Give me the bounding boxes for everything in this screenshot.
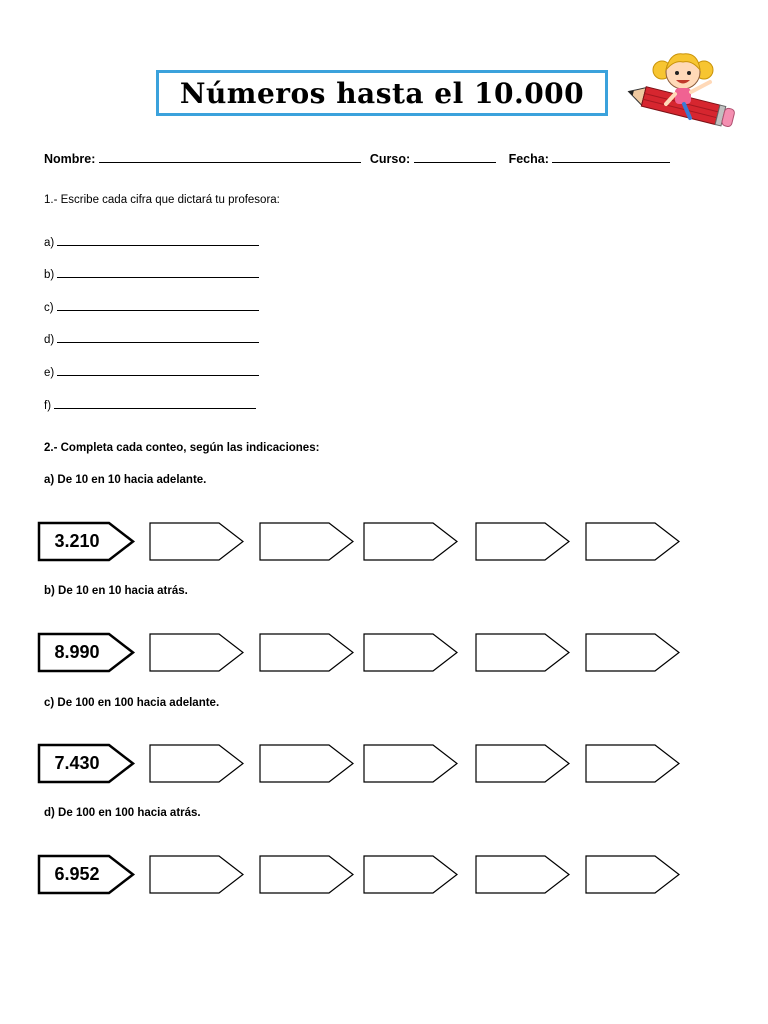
blank-number-tag[interactable] (474, 854, 573, 895)
start-number-tag (37, 743, 137, 784)
blank-number-tag[interactable] (362, 521, 461, 562)
blank-number-tag[interactable] (584, 743, 683, 784)
count-sequence-b (0, 632, 768, 674)
answer-row-e (44, 364, 259, 379)
blank-number-tag[interactable] (474, 743, 573, 784)
start-number-tag (37, 854, 137, 895)
count-sequence-d (0, 854, 768, 896)
instruction-b: b) De 10 en 10 hacia atrás. (44, 585, 188, 597)
blank-number-tag[interactable] (258, 854, 357, 895)
blank-number-tag[interactable] (584, 521, 683, 562)
blank-number-tag[interactable] (148, 854, 247, 895)
start-number-tag (37, 632, 137, 673)
fecha-field[interactable] (552, 150, 670, 163)
blank-number-tag[interactable] (474, 632, 573, 673)
count-sequence-c (0, 743, 768, 785)
answer-label: f) (44, 400, 52, 412)
answer-label: c) (44, 302, 54, 314)
question-2-prompt: 2.- Completa cada conteo, según las indicaciones: (44, 442, 320, 454)
blank-number-tag[interactable] (362, 632, 461, 673)
answer-row-f (44, 397, 256, 412)
blank-number-tag[interactable] (362, 854, 461, 895)
instruction-c: c) De 100 en 100 hacia adelante. (44, 697, 220, 709)
blank-number-tag[interactable] (584, 854, 683, 895)
question-1-prompt: 1.- Escribe cada cifra que dictará tu profesora: (44, 194, 280, 206)
answer-line[interactable] (57, 299, 259, 311)
nombre-field[interactable] (99, 150, 361, 163)
nombre-label: Nombre: (44, 152, 96, 166)
start-number-tag (37, 521, 137, 562)
answer-row-d (44, 331, 259, 346)
blank-number-tag[interactable] (362, 743, 461, 784)
answer-row-b (44, 266, 259, 281)
instruction-a: a) De 10 en 10 hacia adelante. (44, 474, 207, 486)
answer-line[interactable] (57, 266, 259, 278)
title-box (156, 70, 608, 116)
answer-label: b) (44, 269, 55, 281)
blank-number-tag[interactable] (474, 521, 573, 562)
start-number-value: 7.430 (54, 753, 100, 773)
curso-field[interactable] (414, 150, 496, 163)
answer-row-a (44, 234, 259, 249)
blank-number-tag[interactable] (258, 632, 357, 673)
blank-number-tag[interactable] (148, 632, 247, 673)
answer-label: d) (44, 334, 55, 346)
blank-number-tag[interactable] (148, 521, 247, 562)
answer-line[interactable] (57, 234, 259, 246)
girl-on-pencil-icon (618, 48, 740, 138)
answer-line[interactable] (57, 331, 259, 343)
blank-number-tag[interactable] (148, 743, 247, 784)
answer-line[interactable] (54, 397, 256, 409)
page-title: Números hasta el 10.000 (179, 76, 585, 110)
student-info-line (44, 150, 724, 166)
fecha-label: Fecha: (508, 152, 549, 166)
curso-label: Curso: (369, 152, 411, 166)
answer-line[interactable] (57, 364, 259, 376)
answer-label: a) (44, 237, 55, 249)
blank-number-tag[interactable] (258, 743, 357, 784)
start-number-value: 6.952 (54, 864, 100, 884)
blank-number-tag[interactable] (584, 632, 683, 673)
start-number-value: 3.210 (54, 531, 100, 551)
count-sequence-a (0, 521, 768, 563)
answer-label: e) (44, 367, 55, 379)
blank-number-tag[interactable] (258, 521, 357, 562)
answer-row-c (44, 299, 259, 314)
start-number-value: 8.990 (54, 642, 100, 662)
instruction-d: d) De 100 en 100 hacia atrás. (44, 807, 201, 819)
